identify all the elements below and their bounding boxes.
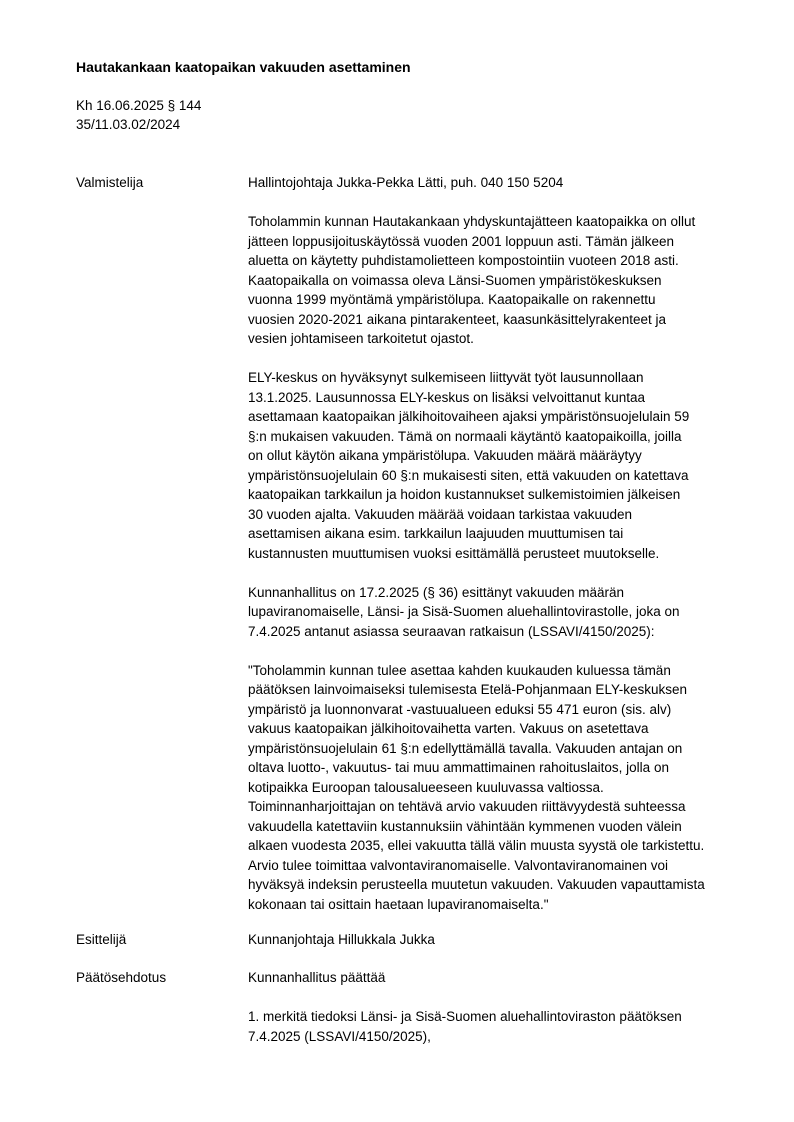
- paragraph: Kunnanhallitus on 17.2.2025 (§ 36) esittänyt vakuuden määrän lupaviranomaiselle, Länsi- ja Sisä-Suomen aluehallintovirastolle, joka on 7.4.2025 antanut asiassa seuraavan ratkaisun (LSSAVI/4150/2025):: [248, 584, 680, 639]
- paragraph: Toholammin kunnan Hautakankaan yhdyskuntajätteen kaatopaikka on ollut jätteen loppusijoituskäytössä vuoden 2001 loppuun asti. Tämän jälkeen aluetta on käytetty puhdistamolietteen kompostointiin vuoteen 2018 asti. Kaatopaikalla on voimassa oleva Länsi-Suomen ympäristökeskuksen vuonna 1999 myöntämä ympäristölupa. Kaatopaikalle on rakennettu vuosien 2020-2021 aikana pintarakenteet, kaasunkäsittelyrakenteet ja vesien johtamiseen tarkoitetut ojastot.: [248, 214, 696, 346]
- document-meta: [76, 96, 201, 134]
- section-content-esittelija: [248, 930, 753, 950]
- section-content-valmistelija: [248, 173, 753, 914]
- proposal-item: 1. merkitä tiedoksi Länsi- ja Sisä-Suomen aluehallintoviraston päätöksen 7.4.2025 (LSSAVI/4150/2025),: [248, 1009, 682, 1044]
- section-label-esittelija: Esittelijä: [76, 932, 127, 947]
- case-number: 35/11.03.02/2024: [76, 117, 181, 132]
- preparer-line: Hallintojohtaja Jukka-Pekka Lätti, puh. 040 150 5204: [248, 175, 564, 190]
- section-content-paatosehdotus: [248, 968, 753, 1046]
- document-title: Hautakankaan kaatopaikan vakuuden asettaminen: [76, 59, 411, 75]
- paragraph: ELY-keskus on hyväksynyt sulkemiseen liittyvät työt lausunnollaan 13.1.2025. Lausunnossa ELY-keskus on lisäksi velvoittanut kuntaa asettamaan kaatopaikan jälkihoitovaiheen ajaksi ympäristönsuojelulain 59 §:n mukaisen vakuuden. Tämä on normaali käytäntö kaatopaikoilla, joilla on ollut käytön aikana ympäristölupa. Vakuuden määrä määräytyy ympäristönsuojelulain 60 §:n mukaisesti siten, että vakuuden on katettava kaatopaikan tarkkailun ja hoidon kustannukset sulkemistoimien jälkeisen 30 vuoden ajalta. Vakuuden määrää voidaan tarkistaa vakuuden asettamisen aikana esim. tarkkailun laajuuden muuttumisen tai kustannusten muuttumisen vuoksi esittämällä perusteet muutokselle.: [248, 370, 690, 561]
- meeting-reference: Kh 16.06.2025 § 144: [76, 98, 202, 113]
- presenter-line: Kunnanjohtaja Hillukkala Jukka: [248, 932, 435, 947]
- quoted-decision: "Toholammin kunnan tulee asettaa kahden kuukauden kuluessa tämän päätöksen lainvoimaiseksi tulemisesta Etelä-Pohjanmaan ELY-keskuksen ympäristö ja luonnonvarat -vastuualueen eduksi 55 471 euron (sis. alv) vakuus kaatopaikan jälkihoitovaihetta varten. Vakuus on asetettava ympäristönsuojelulain 61 §:n edellyttämällä tavalla. Vakuuden antajan on oltava luotto-, vakuutus- tai muu ammattimainen rahoituslaitos, jolla on kotipaikka Euroopan talousalueeseen kuuluvassa valtiossa. Toiminnanharjoittajan on tehtävä arvio vakuuden riittävyydestä suhteessa vakuudella katettaviin kustannuksiin vähintään kymmenen vuoden välein alkaen vuodesta 2035, ellei vakuutta tällä välin muusta syystä ole tarkistettu. Arvio tulee toimittaa valvontaviranomaiselle. Valvontaviranomainen voi hyväksyä indeksin perusteella muutetun vakuuden. Vakuuden vapauttamista kokonaan tai osittain haetaan lupaviranomaiselta.": [248, 662, 705, 912]
- proposal-intro: Kunnanhallitus päättää: [248, 970, 386, 985]
- section-label-paatosehdotus: Päätösehdotus: [76, 970, 167, 985]
- section-label-valmistelija: Valmistelija: [76, 175, 144, 190]
